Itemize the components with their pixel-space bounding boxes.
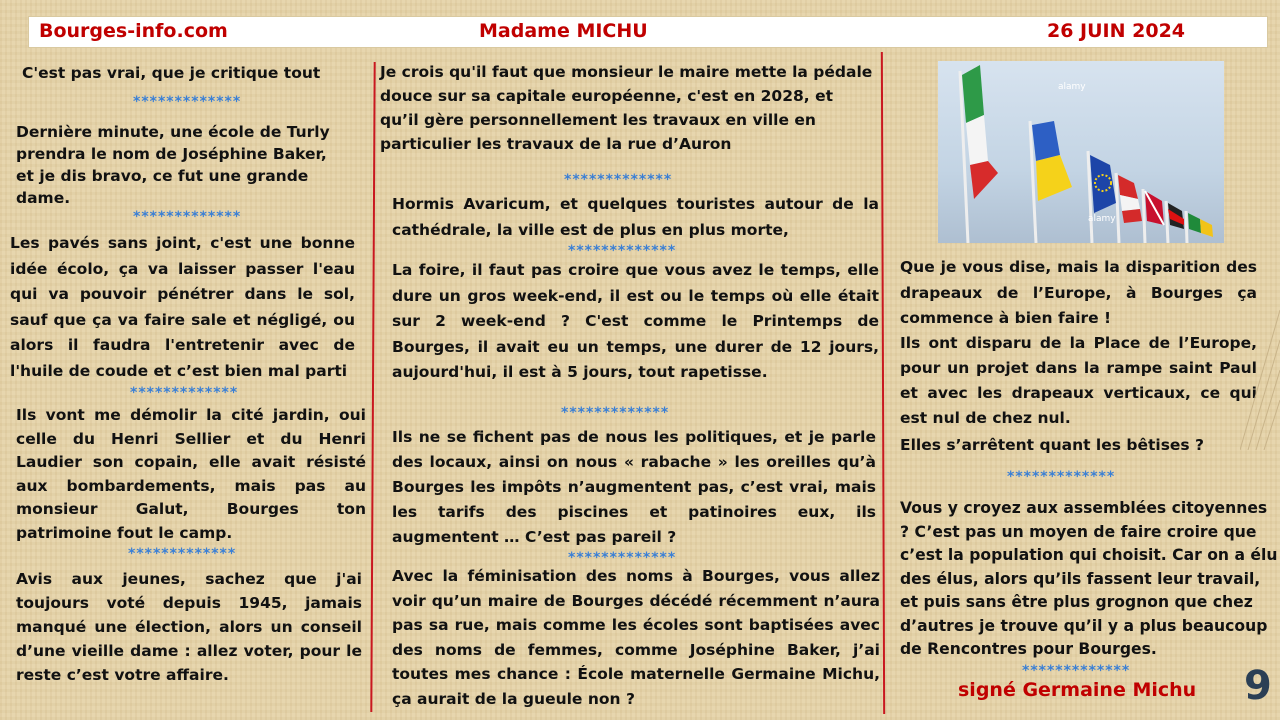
middle-item-2: Hormis Avaricum, et quelques touristes autour de la cathédrale, la ville est de plus en plus morte, xyxy=(392,195,879,239)
right-item-2: Ils ont disparu de la Place de l’Europe, pour un projet dans la rampe saint Paul et avec les drapeaux verticaux, ce qui est nul de chez nul. xyxy=(900,334,1257,427)
middle-item-3: La foire, il faut pas croire que vous avez le temps, elle dure un gros week-end, il est ou le temps où elle était sur 2 week-end ? C'est comme le Printemps de Bourges, il avait eu un temps, une durer de 12 jours, aujourd'hui, il est à 5 jours, tout rapetisse. xyxy=(392,261,879,381)
separator-stars: ************* xyxy=(1022,663,1131,679)
separator-stars: ************* xyxy=(133,209,242,225)
page-title: Madame MICHU xyxy=(479,20,648,42)
separator-stars: ************* xyxy=(133,94,242,110)
right-item-3: Elles s’arrêtent quant les bêtises ? xyxy=(900,436,1205,454)
separator-stars: ************* xyxy=(1007,469,1116,485)
separator-stars: ************* xyxy=(561,405,670,421)
middle-item-1: Je crois qu'il faut que monsieur le maire mette la pédale douce sur sa capitale européenne, c'est en 2028, et qu’il gère personnellement les travaux en ville en particulier les travaux de la rue d’Auron xyxy=(380,63,873,153)
right-item-4: Vous y croyez aux assemblées citoyennes ? C’est pas un moyen de faire croire que c’est la population qui choisit. Car on a élu des élus, alors qu’ils fassent leur travail, et puis sans être plus grognon que chez d’autres je trouve qu’il y a plus beaucoup de Rencontres pour Bourges. xyxy=(900,499,1278,658)
separator-stars: ************* xyxy=(568,243,677,259)
signature: signé Germaine Michu xyxy=(958,679,1197,701)
left-item-3: Les pavés sans joint, c'est une bonne idée écolo, ça va laisser passer l'eau qui va pouvoir pénétrer dans le sol, sauf que ça va faire sale et négligé, ou alors il faudra l'entretenir avec de l'huile de coude et c’est bien mal parti xyxy=(10,234,355,380)
separator-stars: ************* xyxy=(128,546,237,562)
divider-right xyxy=(881,52,885,714)
left-item-5: Avis aux jeunes, sachez que j'ai toujours voté depuis 1945, jamais manqué une élection, alors un conseil d’une vieille dame : allez voter, pour le reste c’est votre affaire. xyxy=(16,570,362,684)
issue-date: 26 JUIN 2024 xyxy=(1047,20,1186,42)
middle-item-4: Ils ne se fichent pas de nous les politiques, et je parle des locaux, ainsi on nous « rabache » les oreilles qu’à Bourges les impôts n’augmentent pas, c’est vrai, mais les tarifs des piscines et patinoires eux, ils augmentent … C’est pas pareil ? xyxy=(392,428,876,546)
flags-illustration xyxy=(938,61,1224,243)
photo-watermark: alamy xyxy=(1058,82,1086,92)
page-number: 9 xyxy=(1244,663,1272,709)
separator-stars: ************* xyxy=(130,385,239,401)
site-name: Bourges-info.com xyxy=(39,20,228,42)
middle-item-5: Avec la féminisation des noms à Bourges, vous allez voir qu’un maire de Bourges décédé récemment n’aura pas sa rue, mais comme les écoles sont baptisées avec des noms de femmes, comme Joséphine Baker, j’ai toutes mes chance : École maternelle Germaine Michu, ça aurait de la gueule non ? xyxy=(392,567,880,708)
left-item-4: Ils vont me démolir la cité jardin, oui celle du Henri Sellier et du Henri Laudier son copain, elle avait résisté aux bombardements, mais pas au monsieur Galut, Bourges ton patrimoine fout le camp. xyxy=(16,406,366,542)
left-item-1: C'est pas vrai, que je critique tout xyxy=(22,64,321,82)
right-item-1: Que je vous dise, mais la disparition des drapeaux de l’Europe, à Bourges ça commence à bien faire ! xyxy=(900,258,1257,327)
decorative-lines xyxy=(1240,300,1280,450)
separator-stars: ************* xyxy=(564,172,673,188)
separator-stars: ************* xyxy=(568,550,677,566)
left-item-2: Dernière minute, une école de Turly prendra le nom de Joséphine Baker, et je dis bravo, ce fut une grande dame. xyxy=(16,123,330,207)
photo-watermark: alamy xyxy=(1088,214,1116,224)
divider-left xyxy=(370,62,375,712)
header-bar xyxy=(28,16,1268,48)
flags-photo xyxy=(938,61,1224,243)
